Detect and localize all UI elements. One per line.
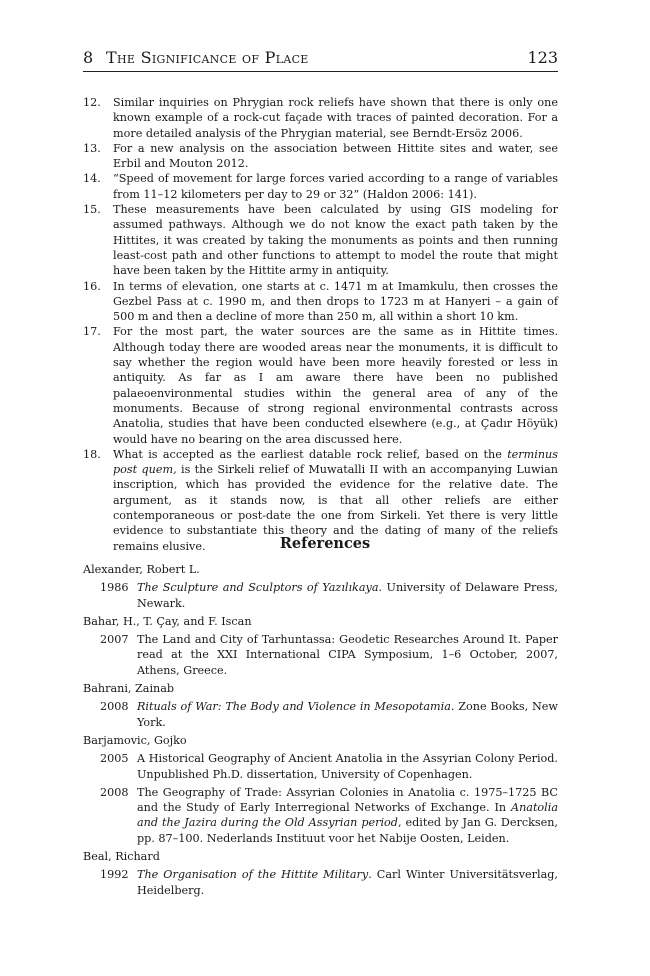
reference-text: . Carl Winter Universitätsverlag, Heidelberg. xyxy=(137,868,558,897)
reference-entry xyxy=(83,785,558,846)
reference-text: . Zone Books, New York. xyxy=(137,700,558,729)
note-text: In terms of elevation, one starts at c. 1471 m at Imamkulu, then crosses the Gezbel Pass at c. 1990 m, and then drops to 1723 m at Hanyeri – a gain of 500 m and then a decline of more than 250 m, all within a short 10 km. xyxy=(113,279,558,324)
reference-text: A Historical Geography of Ancient Anatolia in the Assyrian Colony Period. Unpublished Ph.D. dissertation, University of Copenhagen. xyxy=(137,752,558,781)
reference-entry xyxy=(83,867,558,898)
running-header xyxy=(83,46,558,72)
reference-text: The Land and City of Tarhuntassa: Geodetic Researches Around It. Paper read at the XXI International CIPA Symposium, 1–6 October, 2007, Athens, Greece. xyxy=(137,633,558,677)
reference-title: Anatolia and the Jazira during the Old Assyrian period xyxy=(137,801,558,830)
note-number: 16. xyxy=(83,279,101,293)
note-item xyxy=(83,141,558,172)
note-item xyxy=(83,171,558,202)
note-text: These measurements have been calculated by using GIS modeling for assumed pathways. Although we do not know the exact path taken by the Hittites, it was created by taking the monuments as points and then running least-cost path and other functions to attempt to model the route that might have been taken by the Hittite army in antiquity. xyxy=(113,203,558,278)
reference-year: 2008 xyxy=(100,785,129,799)
note-text: For the most part, the water sources are the same as in Hittite times. Although today there are wooded areas near the monuments, it is difficult to say whether the region would have been more heavily forested or less in antiquity. As far as I am aware there have been no published palaeoenvironmental studies within the general area of any of the monuments. Because of strong regional environmental contrasts across Anatolia, studies that have been conducted elsewhere (e.g., at Çadır Höyük) would have no bearing on the area discussed here. xyxy=(113,325,558,446)
page-number: 123 xyxy=(527,48,558,67)
reference-text: The Geography of Trade: Assyrian Colonies in Anatolia c. 1975–1725 BC and the Study of Early Interregional Networks of Exchange. In xyxy=(137,785,558,815)
note-number: 13. xyxy=(83,141,101,155)
note-text-part: What is accepted as the earliest datable rock relief, based on the xyxy=(113,447,508,461)
references-heading: References xyxy=(279,535,371,552)
reference-author: Bahrani, Zainab xyxy=(83,682,175,696)
references-list xyxy=(83,562,558,898)
reference-title: Rituals of War: The Body and Violence in Mesopotamia xyxy=(137,700,451,714)
note-number: 15. xyxy=(83,203,101,217)
reference-entry xyxy=(83,632,558,678)
chapter-number: 8 xyxy=(83,48,94,67)
reference-year: 2005 xyxy=(100,752,129,766)
reference-author: Barjamovic, Gojko xyxy=(83,733,187,747)
note-number: 12. xyxy=(83,96,101,109)
note-item xyxy=(83,324,558,446)
reference-year: 1986 xyxy=(100,581,129,595)
reference-title: The Sculpture and Sculptors of Yazılıkaya xyxy=(137,581,379,595)
note-text: Similar inquiries on Phrygian rock reliefs have shown that there is only one known example of a rock-cut façade with traces of painted decoration. For a more detailed analysis of the Phrygian material, see Berndt-Ersöz 2006. xyxy=(113,96,558,140)
reference-author: Alexander, Robert L. xyxy=(83,563,200,576)
endnotes xyxy=(83,95,558,554)
chapter-title: The Significance of Place xyxy=(106,48,309,67)
reference-text: . University of Delaware Press, Newark. xyxy=(137,581,558,610)
reference-author: Beal, Richard xyxy=(83,850,160,864)
reference-year: 1992 xyxy=(100,868,129,882)
note-number: 14. xyxy=(83,172,101,186)
note-number: 17. xyxy=(83,325,101,339)
note-text-italic: terminus post quem, xyxy=(113,447,558,477)
reference-entry xyxy=(83,580,558,611)
note-text-part: is the Sirkeli relief of Muwatalli II with an accompanying Luwian inscription, which has provided the evidence for the relative date. The argument, as it stands now, is that all other reliefs are either contemporaneous or post-date the one from Sirkeli. Yet there is very little evidence to substantiate this theory and the dating of many of the reliefs remains elusive. xyxy=(113,463,559,553)
reference-year: 2007 xyxy=(100,633,129,647)
note-text: For a new analysis on the association between Hittite sites and water, see Erbil and Mouton 2012. xyxy=(113,141,558,171)
reference-title: The Organisation of the Hittite Military xyxy=(137,868,369,882)
note-item xyxy=(83,279,558,325)
reference-year: 2008 xyxy=(100,700,129,714)
note-item xyxy=(83,95,558,141)
note-text: “Speed of movement for large forces varied according to a range of variables from 11–12 kilometers per day to 29 or 32” (Haldon 2006: 141). xyxy=(113,172,558,201)
reference-text: , edited by Jan G. Dercksen, pp. 87–100. Nederlands Instituut voor het Nabije Oosten, Leiden. xyxy=(137,816,558,845)
reference-entry xyxy=(83,699,558,730)
reference-author: Bahar, H., T. Çay, and F. Iscan xyxy=(83,614,252,628)
note-number: 18. xyxy=(83,447,101,461)
reference-entry xyxy=(83,751,558,782)
note-item xyxy=(83,202,558,278)
